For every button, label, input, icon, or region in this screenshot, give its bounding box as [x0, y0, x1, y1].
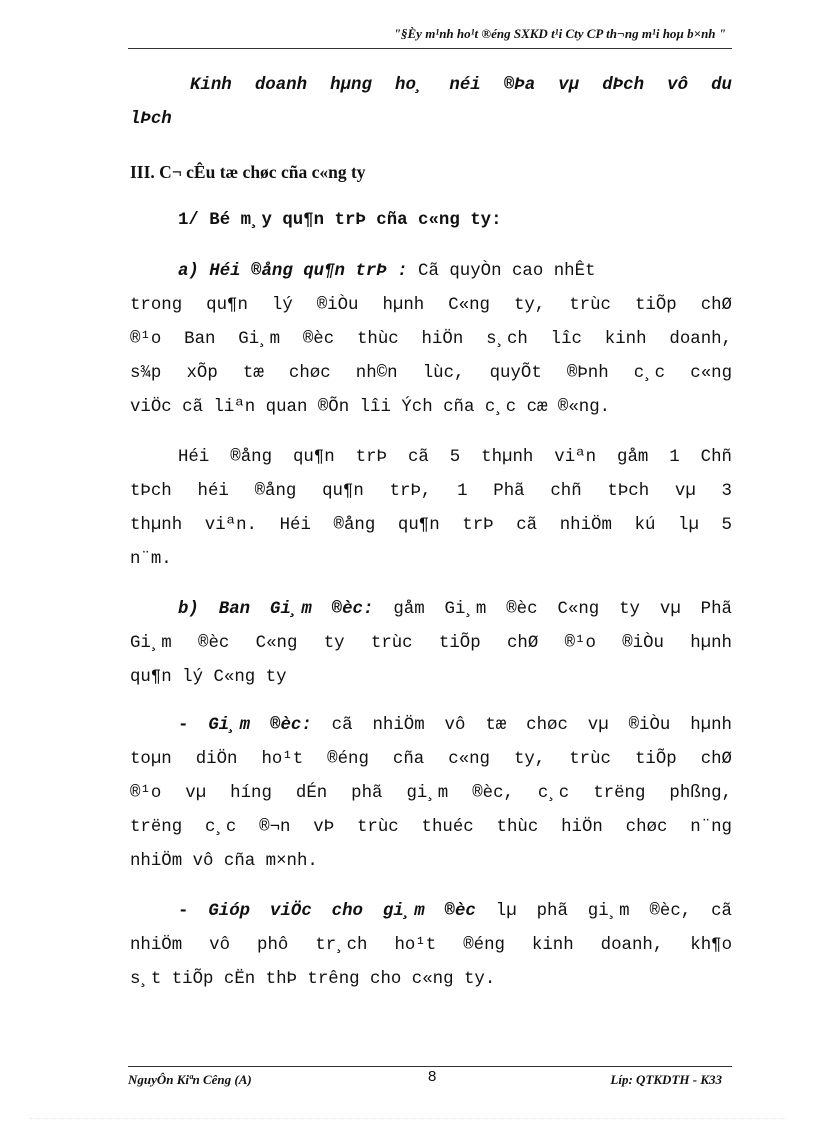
paragraph-director: [130, 709, 732, 879]
text-line: - Gióp viÖc cho gi¸m ®èc lµ phã gi¸m ®èc, cã: [178, 902, 732, 921]
text-line: n¨m.: [130, 550, 172, 569]
paragraph-label: Gióp viÖc cho gi¸m ®èc: [208, 902, 476, 921]
text-line: s¾p xÕp tæ chøc nh©n lùc, quyÕt ®Þnh c¸c c«ng: [130, 364, 732, 383]
page-number: 8: [428, 1068, 437, 1085]
subheading-text: 1/ Bé m¸y qu¶n trÞ cña c«ng ty:: [178, 211, 502, 230]
paragraph-board-members: [130, 441, 732, 577]
text-line: nhiÖm vô cña m×nh.: [130, 852, 318, 871]
header-rule: [128, 48, 732, 49]
text-line: toµn diÖn ho¹t ®éng cña c«ng ty, trùc tiÕp chØ: [130, 750, 732, 769]
paragraph-label: a) Héi ®ång qu¶n trÞ :: [178, 262, 408, 281]
text-line: viÖc cã liªn quan ®Õn lîi Ých cña c¸c cæ ®«ng.: [130, 398, 611, 417]
text-line: a) Héi ®ång qu¶n trÞ : Cã quyÒn cao nhÊt: [178, 262, 596, 281]
text-line: b) Ban Gi¸m ®èc: gåm Gi¸m ®èc C«ng ty vµ Phã: [178, 600, 732, 619]
continuation-paragraph: [130, 69, 732, 137]
text-line: lÞch: [130, 110, 172, 129]
text-line: qu¶n lý C«ng ty: [130, 668, 287, 687]
text-line: - Gi¸m ®èc: cã nhiÖm vô tæ chøc vµ ®iÒu hµnh: [178, 716, 732, 735]
paragraph-management-board: [130, 593, 732, 695]
paragraph-label: Gi¸m ®èc:: [208, 716, 312, 735]
footer-class: Líp: QTKDTH - K33: [610, 1072, 722, 1087]
paragraph-label: b) Ban Gi¸m ®èc:: [178, 600, 374, 619]
footer-rule: [128, 1066, 732, 1067]
text-line: ®¹o vµ híng dÉn phã gi¸m ®èc, c¸c trëng phßng,: [130, 784, 732, 803]
header-title: "§Èy m¹nh ho¹t ®éng SXKD t¹i Cty CP th¬ng m¹i hoµ b×nh ": [393, 26, 726, 41]
text-line: Kinh doanh hµng ho¸ néi ®Þa vµ dÞch vô du: [190, 76, 732, 95]
subheading: [130, 204, 732, 238]
section-heading: [130, 155, 732, 189]
paragraph-deputy-director: [130, 895, 732, 997]
text-line: Gi¸m ®èc C«ng ty trùc tiÕp chØ ®¹o ®iÒu hµnh: [130, 634, 732, 653]
paragraph-board-of-directors: [130, 255, 732, 425]
page-bottom-edge: [30, 1118, 786, 1119]
text-line: s¸t tiÕp cËn thÞ trêng cho c«ng ty.: [130, 970, 496, 989]
text-line: tÞch héi ®ång qu¶n trÞ, 1 Phã chñ tÞch vµ 3: [130, 482, 732, 501]
text-line: thµnh viªn. Héi ®ång qu¶n trÞ cã nhiÖm kú lµ 5: [130, 516, 732, 535]
text-line: nhiÖm vô phô tr¸ch ho¹t ®éng kinh doanh, kh¶o: [130, 936, 732, 955]
footer-author: NguyÔn Kiªn Cêng (A): [128, 1072, 252, 1087]
text-line: trëng c¸c ®¬n vÞ trùc thuéc thùc hiÖn chøc n¨ng: [130, 818, 732, 837]
section-heading-text: III. C¬ cÊu tæ chøc cña c«ng ty: [130, 162, 366, 182]
text-line: ®¹o Ban Gi¸m ®èc thùc hiÖn s¸ch lîc kinh doanh,: [130, 330, 732, 349]
text-line: Héi ®ång qu¶n trÞ cã 5 thµnh viªn gåm 1 Chñ: [178, 448, 732, 467]
text-line: trong qu¶n lý ®iÒu hµnh C«ng ty, trùc tiÕp chØ: [130, 296, 732, 315]
